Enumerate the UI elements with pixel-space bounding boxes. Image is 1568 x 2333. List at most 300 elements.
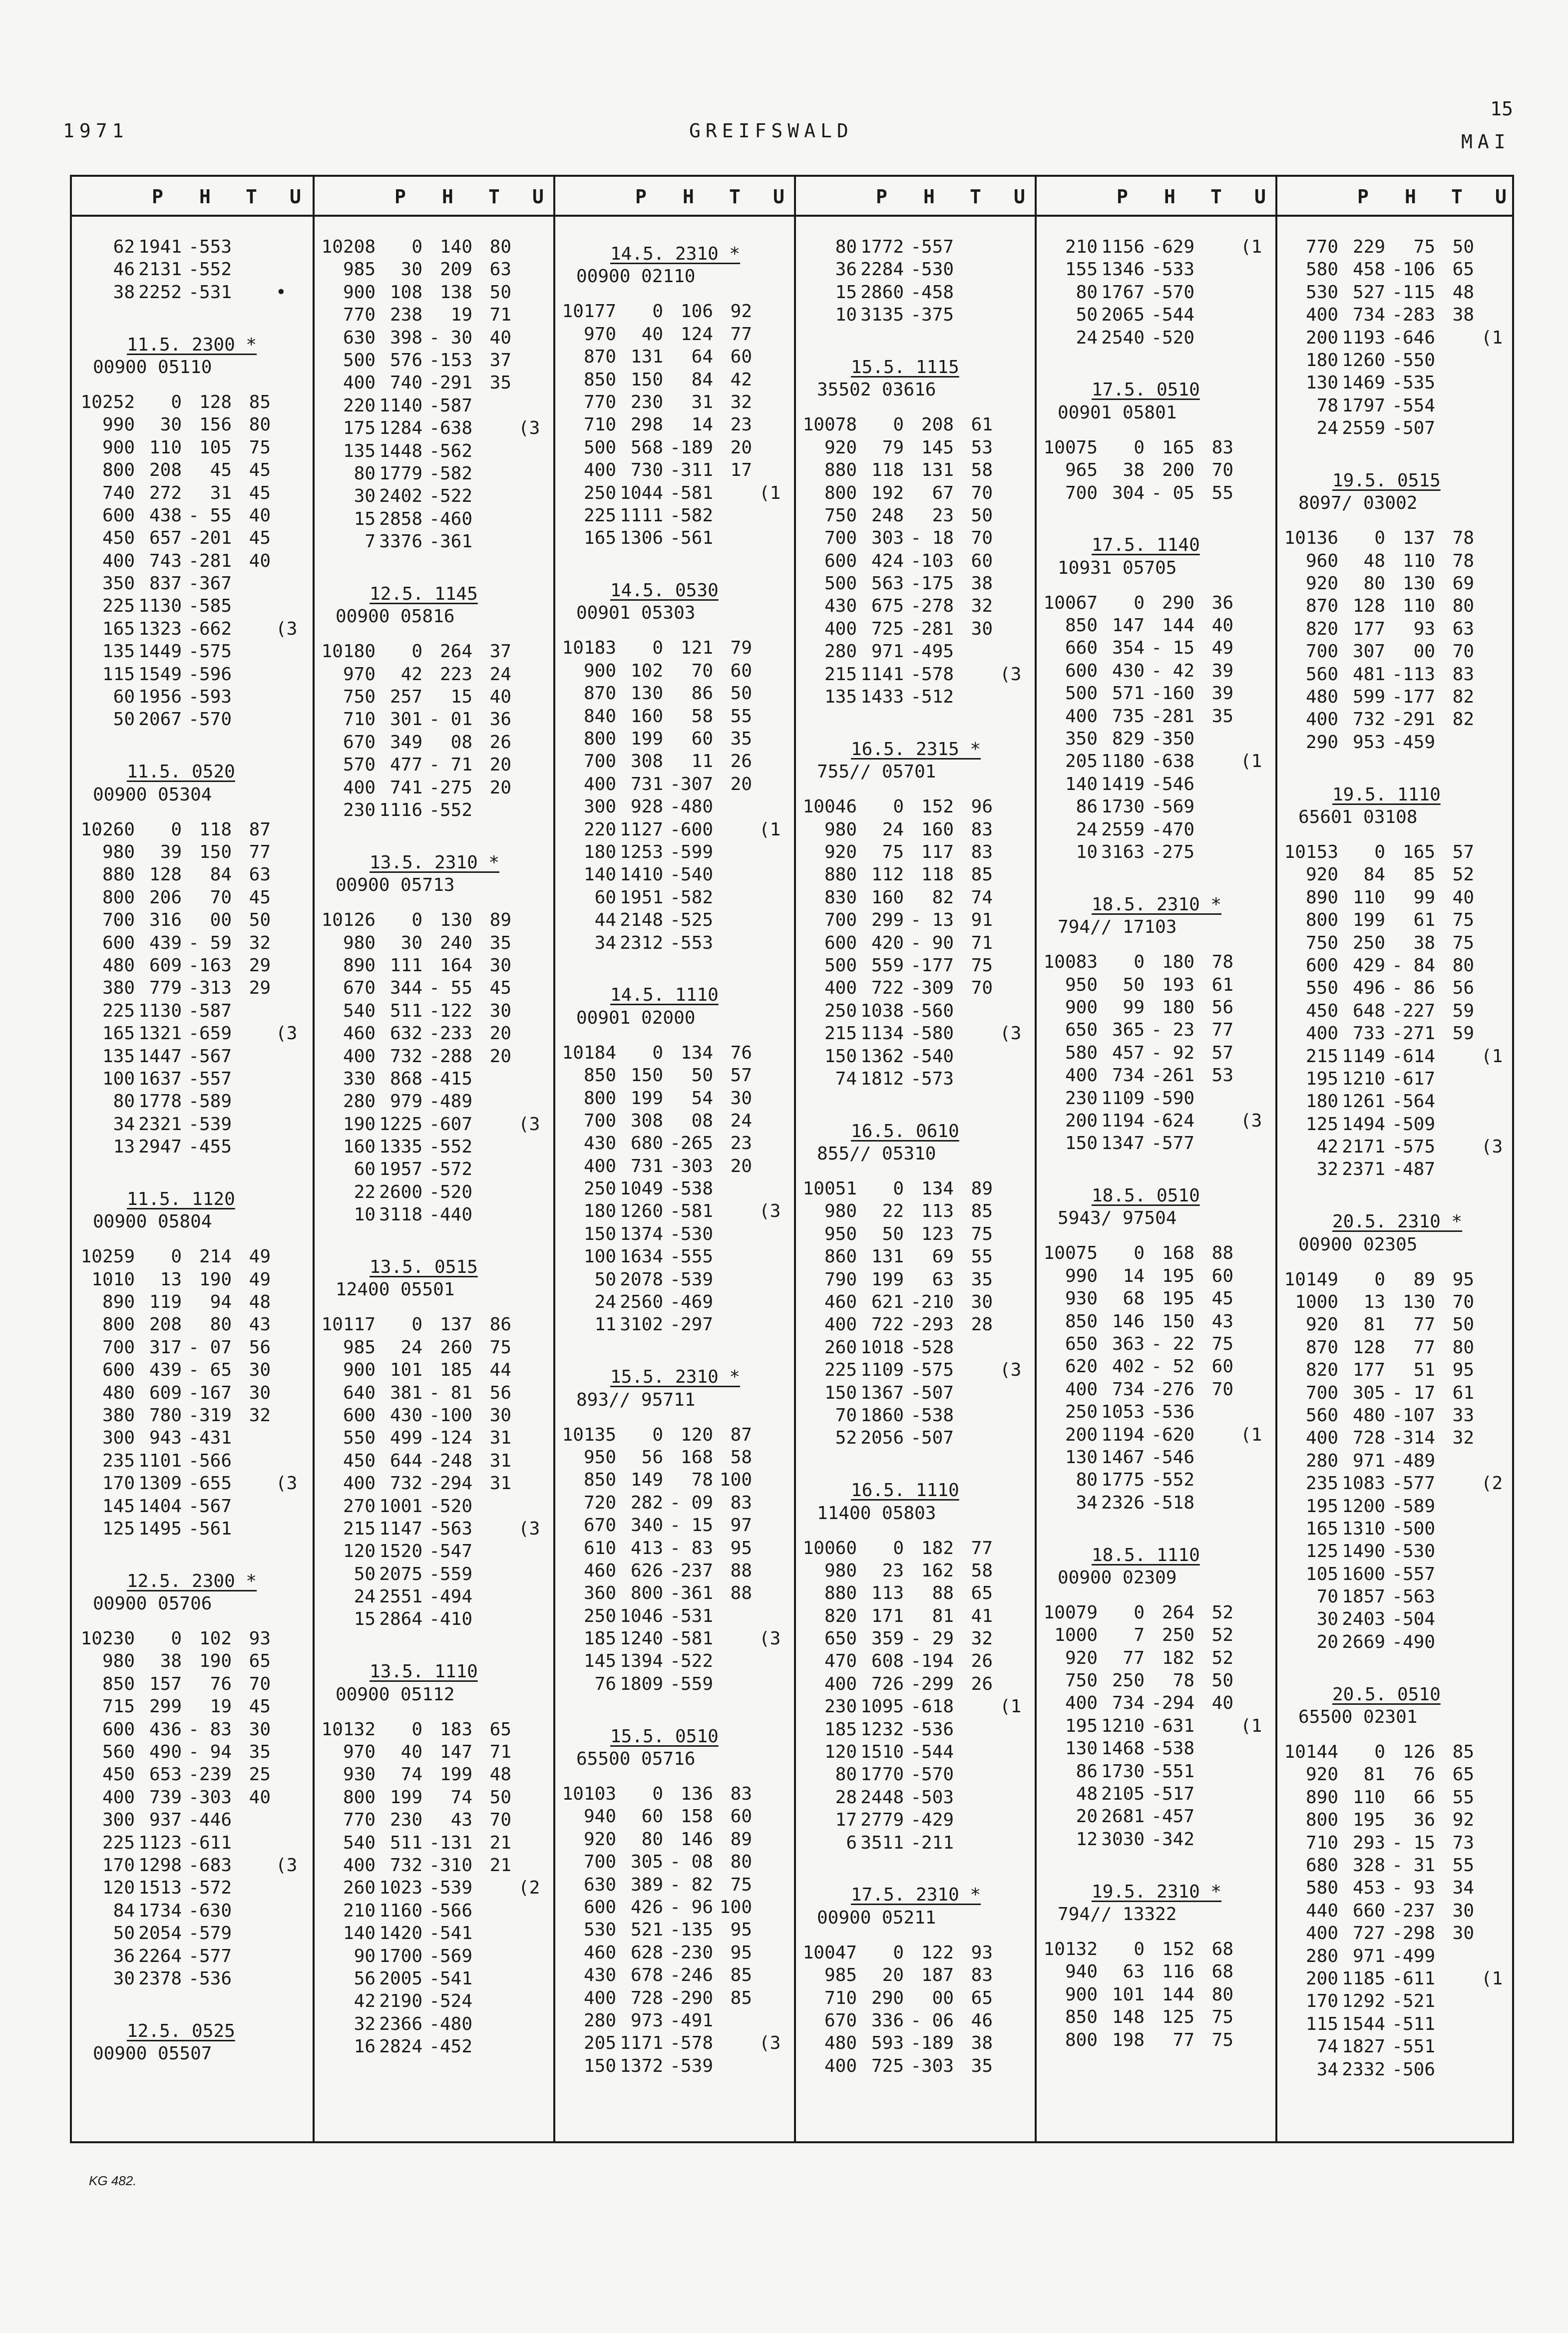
cell: 900 — [1065, 997, 1098, 1018]
table-row — [796, 1695, 1035, 1718]
cell: 134 — [921, 1178, 954, 1199]
cell: 540 — [343, 1832, 376, 1853]
cell: 0 — [1374, 1742, 1385, 1763]
cell: 1309 — [138, 1473, 182, 1494]
cell: 10079 — [1043, 1602, 1098, 1623]
table-row — [1037, 592, 1275, 614]
cell: 36 — [835, 259, 857, 280]
cell: 77 — [1123, 1647, 1145, 1668]
table-row — [72, 686, 313, 708]
table-row — [796, 1763, 1035, 1786]
table-row — [1277, 1382, 1516, 1404]
table-row — [1037, 1492, 1275, 1514]
cell: 235 — [1305, 1473, 1338, 1494]
cell: 299 — [871, 910, 904, 931]
cell: 2860 — [860, 282, 904, 303]
cell: 53 — [1211, 1065, 1233, 1086]
table-row — [555, 1919, 794, 1941]
date-time-label: 13.5. 0515 — [370, 1257, 478, 1278]
cell: 61 — [971, 414, 993, 435]
surface-code: 00900 05110 — [93, 357, 212, 378]
cell: 2779 — [860, 1810, 904, 1831]
cell: 135 — [824, 687, 857, 708]
cell: 100 — [719, 1470, 752, 1491]
table-row — [315, 1068, 553, 1090]
cell: 499 — [390, 1428, 422, 1449]
cell: 770 — [583, 391, 616, 412]
cell: 86 — [489, 1314, 511, 1335]
cell: -589 — [1392, 1496, 1435, 1517]
table-row — [315, 1741, 553, 1763]
cell: 80 — [730, 1852, 752, 1873]
table-row — [1037, 258, 1275, 281]
cell: -683 — [188, 1855, 232, 1876]
cell: 156 — [199, 414, 232, 435]
cell: 180 — [1162, 952, 1194, 973]
cell: -580 — [910, 1023, 954, 1044]
table-row — [555, 436, 794, 459]
cell: 57 — [1211, 1042, 1233, 1063]
cell: 725 — [871, 618, 904, 639]
cell: 86 — [1076, 1761, 1098, 1782]
surface-code: 00900 05713 — [336, 875, 455, 896]
table-row — [1037, 1601, 1275, 1624]
cell: 215 — [343, 1518, 376, 1539]
cell: 199 — [630, 729, 663, 750]
cell: 360 — [583, 1583, 616, 1604]
table-row — [796, 281, 1035, 304]
page-number: 15 — [1490, 98, 1513, 120]
cell: 84 — [210, 864, 232, 885]
cell: 10051 — [802, 1178, 857, 1199]
cell: 2403 — [1342, 1609, 1385, 1630]
cell: 3163 — [1101, 841, 1145, 862]
cell: 2560 — [620, 1292, 663, 1313]
cell: 80 — [641, 1829, 663, 1850]
table-row — [315, 1136, 553, 1158]
cell: -283 — [1392, 305, 1435, 326]
cell: 00 — [932, 1987, 954, 2008]
station-name: GREIFSWALD — [689, 120, 853, 142]
spacer — [796, 708, 1035, 731]
cell: 400 — [1065, 706, 1098, 727]
cell: 146 — [1112, 1311, 1145, 1332]
cell: 460 — [583, 1560, 616, 1581]
cell: 131 — [921, 460, 954, 481]
table-row — [1277, 1090, 1516, 1113]
cell: 85 — [1413, 864, 1435, 885]
cell: 2056 — [860, 1428, 904, 1449]
table-row — [1037, 728, 1275, 750]
cell: 1941 — [138, 237, 182, 257]
cell: -201 — [188, 528, 232, 549]
cell: -281 — [1151, 706, 1194, 727]
cell: -541 — [429, 1968, 472, 1989]
cell: 60 — [691, 729, 713, 750]
cell: 23 — [932, 505, 954, 526]
cell: - 30 — [429, 327, 472, 348]
cell: 304 — [1112, 482, 1145, 503]
cell: 1513 — [138, 1878, 182, 1899]
cell: 43 — [450, 1810, 472, 1831]
cell: 38 — [1413, 932, 1435, 953]
cell: 50 — [882, 1223, 904, 1244]
cell: (3 — [276, 1023, 298, 1044]
table-row — [796, 686, 1035, 708]
cell: 0 — [652, 1042, 663, 1063]
table-row — [1037, 1624, 1275, 1646]
cell: 160 — [630, 706, 663, 727]
cell: 65 — [971, 1987, 993, 2008]
cell: -520 — [429, 1181, 472, 1202]
cell: 117 — [921, 841, 954, 862]
cell: 1490 — [1342, 1541, 1385, 1562]
cell: 83 — [971, 819, 993, 840]
cell: 800 — [1065, 2029, 1098, 2050]
column-header: P — [1117, 186, 1128, 208]
table-row — [315, 440, 553, 462]
cell: 52 — [1211, 1602, 1233, 1623]
cell: 150 — [630, 1065, 663, 1086]
cell: 118 — [199, 819, 232, 840]
table-row — [315, 731, 553, 754]
cell: -557 — [1392, 1563, 1435, 1584]
cell: 980 — [343, 932, 376, 953]
cell: 440 — [1305, 1900, 1338, 1921]
column-header: T — [729, 186, 741, 208]
cell: 30 — [971, 618, 993, 639]
cell: 250 — [1112, 1670, 1145, 1691]
cell: -310 — [429, 1855, 472, 1876]
table-row — [1277, 1068, 1516, 1090]
table-row — [315, 236, 553, 258]
cell: - 17 — [1392, 1382, 1435, 1403]
cell: 65 — [249, 1651, 271, 1672]
cell: 126 — [1402, 1742, 1435, 1763]
cell: 2559 — [1342, 418, 1385, 439]
cell: 177 — [1352, 1360, 1385, 1381]
cell: 272 — [149, 482, 182, 503]
cell: - 86 — [1392, 978, 1435, 999]
table-row — [555, 682, 794, 705]
cell: 1494 — [1342, 1114, 1385, 1135]
cell: -163 — [188, 955, 232, 976]
cell: 780 — [149, 1405, 182, 1426]
cell: 2171 — [1342, 1137, 1385, 1158]
cell: 50 — [691, 1065, 713, 1086]
cell: 359 — [871, 1628, 904, 1649]
cell: -361 — [670, 1583, 713, 1604]
cell: 280 — [343, 1091, 376, 1112]
table-row — [796, 886, 1035, 909]
cell: 10067 — [1043, 592, 1098, 613]
cell: -122 — [429, 1000, 472, 1021]
cell: -303 — [910, 2055, 954, 2076]
cell: 10117 — [321, 1314, 376, 1335]
table-row — [555, 2055, 794, 2077]
cell: -540 — [670, 864, 713, 885]
cell: 144 — [1162, 1984, 1194, 2005]
cell: 1374 — [620, 1223, 663, 1244]
cell: 96 — [971, 796, 993, 817]
cell: -189 — [910, 2033, 954, 2054]
cell: 940 — [583, 1806, 616, 1827]
cell: 670 — [824, 2010, 857, 2031]
table-row — [555, 1200, 794, 1222]
cell: 739 — [149, 1787, 182, 1808]
cell: 960 — [1305, 550, 1338, 571]
cell: 413 — [630, 1538, 663, 1558]
cell: -570 — [910, 1764, 954, 1785]
cell: - 65 — [188, 1360, 232, 1381]
cell: 621 — [871, 1292, 904, 1313]
cell: 0 — [893, 1942, 904, 1963]
table-row — [72, 1336, 313, 1359]
cell: - 55 — [429, 978, 472, 999]
table-row — [1037, 1737, 1275, 1760]
cell: 76 — [210, 1673, 232, 1694]
cell: -557 — [910, 237, 954, 257]
cell: 571 — [1112, 683, 1145, 704]
table-row — [1277, 1291, 1516, 1313]
cell: -107 — [1392, 1405, 1435, 1426]
cell: 1141 — [860, 664, 904, 685]
cell: 632 — [390, 1023, 422, 1044]
table-row — [315, 686, 553, 708]
cell: 43 — [1211, 1311, 1233, 1332]
table-row — [315, 1922, 553, 1944]
table-row — [315, 349, 553, 372]
table-row — [72, 932, 313, 954]
table-row — [555, 1223, 794, 1245]
table-row — [555, 1291, 794, 1313]
table-row — [1037, 1378, 1275, 1401]
cell: (3 — [276, 1855, 298, 1876]
cell: 180 — [583, 1201, 616, 1222]
table-row — [315, 258, 553, 281]
cell: 731 — [630, 1156, 663, 1176]
cell: 48 — [249, 1292, 271, 1313]
cell: - 15 — [1151, 638, 1194, 659]
cell: 70 — [971, 528, 993, 549]
cell: 979 — [390, 1091, 422, 1112]
table-row — [555, 1313, 794, 1336]
cell: 20 — [730, 774, 752, 794]
cell: 38 — [113, 282, 135, 303]
column-header: P — [876, 186, 887, 208]
cell: 30 — [489, 955, 511, 976]
cell: -440 — [429, 1204, 472, 1225]
date-time-label: 12.5. 1145 — [370, 583, 478, 604]
cell: 118 — [921, 864, 954, 885]
cell: 820 — [824, 1605, 857, 1626]
table-row — [315, 1854, 553, 1877]
cell: 48 — [489, 1764, 511, 1785]
cell: 728 — [1352, 1428, 1385, 1449]
cell: -569 — [429, 1945, 472, 1966]
cell: 87 — [249, 819, 271, 840]
cell: 40 — [400, 1742, 422, 1763]
cell: 457 — [1112, 1042, 1145, 1063]
cell: 250 — [583, 1178, 616, 1199]
cell: -546 — [1151, 1447, 1194, 1468]
cell: 1469 — [1342, 373, 1385, 393]
cell: 182 — [1162, 1647, 1194, 1668]
cell: 130 — [630, 683, 663, 704]
cell: 137 — [439, 1314, 472, 1335]
cell: 11 — [691, 751, 713, 772]
cell: -530 — [910, 259, 954, 280]
table-row — [1037, 1783, 1275, 1805]
table-row — [555, 300, 794, 323]
table-row — [72, 1404, 313, 1427]
cell: -261 — [1151, 1065, 1194, 1086]
cell: 31 — [489, 1473, 511, 1494]
cell: 0 — [1134, 1243, 1145, 1264]
cell: 95 — [730, 1538, 752, 1558]
cell: 308 — [630, 1110, 663, 1131]
cell: -563 — [429, 1518, 472, 1539]
cell: 74 — [450, 1787, 472, 1808]
cell: 400 — [1065, 1379, 1098, 1400]
cell: 280 — [1305, 1945, 1338, 1966]
cell: -546 — [1151, 774, 1194, 794]
cell: 715 — [102, 1696, 135, 1717]
table-row — [1277, 417, 1516, 439]
cell: 500 — [824, 573, 857, 594]
cell: 80 — [835, 1764, 857, 1785]
cell: 30 — [489, 1405, 511, 1426]
table-row — [315, 1045, 553, 1068]
cell: 115 — [102, 664, 135, 685]
cell: 29 — [249, 978, 271, 999]
table-row — [72, 1000, 313, 1022]
cell: - 83 — [670, 1538, 713, 1558]
table-row — [72, 1650, 313, 1672]
cell: 350 — [102, 573, 135, 594]
cell: 900 — [102, 437, 135, 458]
table-row — [1037, 436, 1275, 459]
cell: -520 — [1151, 327, 1194, 348]
cell: 110 — [149, 437, 182, 458]
cell: 137 — [1402, 528, 1435, 549]
cell: 112 — [871, 864, 904, 885]
cell: 138 — [439, 282, 472, 303]
cell: 150 — [824, 1046, 857, 1067]
cell: 600 — [102, 932, 135, 953]
cell: 83 — [1211, 437, 1233, 458]
cell: 80 — [1363, 573, 1385, 594]
cell: 225 — [102, 596, 135, 617]
table-row — [315, 777, 553, 799]
cell: 140 — [583, 864, 616, 885]
cell: 110 — [1402, 550, 1435, 571]
cell: 402 — [1112, 1356, 1145, 1377]
cell: 250 — [583, 1605, 616, 1626]
cell: 32 — [971, 596, 993, 617]
cell: 0 — [171, 391, 182, 412]
cell: 44 — [489, 1360, 511, 1381]
cell: 1410 — [620, 864, 663, 885]
cell: 0 — [171, 819, 182, 840]
table-row — [1277, 550, 1516, 572]
cell: 1857 — [1342, 1586, 1385, 1607]
cell: 97 — [730, 1515, 752, 1536]
cell: 400 — [824, 618, 857, 639]
cell: 45 — [249, 460, 271, 481]
table-row — [555, 1492, 794, 1514]
cell: -265 — [670, 1133, 713, 1154]
table-row — [1037, 1287, 1275, 1310]
cell: 30 — [1452, 1923, 1474, 1944]
column-header: H — [1405, 186, 1416, 208]
cell: -589 — [188, 1091, 232, 1112]
cell: 73 — [1452, 1832, 1474, 1853]
table-row — [796, 1741, 1035, 1763]
cell: 10180 — [321, 641, 376, 662]
surface-code-line — [315, 1278, 553, 1313]
cell: 34 — [113, 1114, 135, 1135]
spacer — [555, 954, 794, 977]
cell: 477 — [390, 755, 422, 776]
cell: 75 — [489, 1337, 511, 1358]
cell: 58 — [971, 1560, 993, 1581]
cell: 200 — [1162, 460, 1194, 481]
cell: 1210 — [1342, 1068, 1385, 1089]
cell: 58 — [971, 460, 993, 481]
cell: 734 — [1352, 305, 1385, 326]
cell: 680 — [630, 1133, 663, 1154]
cell: 980 — [824, 819, 857, 840]
cell: 250 — [1352, 932, 1385, 953]
table-row — [555, 1805, 794, 1828]
cell: -520 — [429, 1496, 472, 1517]
cell: 147 — [1112, 615, 1145, 636]
table-row — [796, 841, 1035, 863]
cell: 35 — [489, 373, 511, 393]
cell: 70 — [971, 482, 993, 503]
cell: 290 — [1305, 732, 1338, 753]
cell: 30 — [400, 932, 422, 953]
cell: 880 — [824, 864, 857, 885]
cell: 24 — [594, 1292, 616, 1313]
cell: 950 — [1065, 974, 1098, 995]
table-row — [72, 391, 313, 413]
cell: 850 — [102, 1673, 135, 1694]
table-row — [796, 1809, 1035, 1831]
cell: 340 — [630, 1515, 663, 1536]
cell: -189 — [670, 437, 713, 458]
cell: 860 — [824, 1246, 857, 1267]
cell: 733 — [1352, 1023, 1385, 1044]
table-row — [1037, 705, 1275, 728]
cell: -489 — [1392, 1450, 1435, 1471]
cell: 225 — [583, 505, 616, 526]
table-row — [796, 1718, 1035, 1741]
cell: 990 — [1065, 1265, 1098, 1286]
table-row — [796, 1427, 1035, 1449]
cell: 77 — [249, 841, 271, 862]
cell: -559 — [670, 1673, 713, 1694]
cell: 400 — [1305, 1923, 1338, 1944]
table-row — [72, 1718, 313, 1741]
cell: 40 — [249, 1787, 271, 1808]
cell: 95 — [730, 1920, 752, 1941]
cell: 56 — [641, 1447, 663, 1468]
table-row — [72, 1472, 313, 1495]
table-row — [315, 799, 553, 821]
column-header: H — [1164, 186, 1176, 208]
